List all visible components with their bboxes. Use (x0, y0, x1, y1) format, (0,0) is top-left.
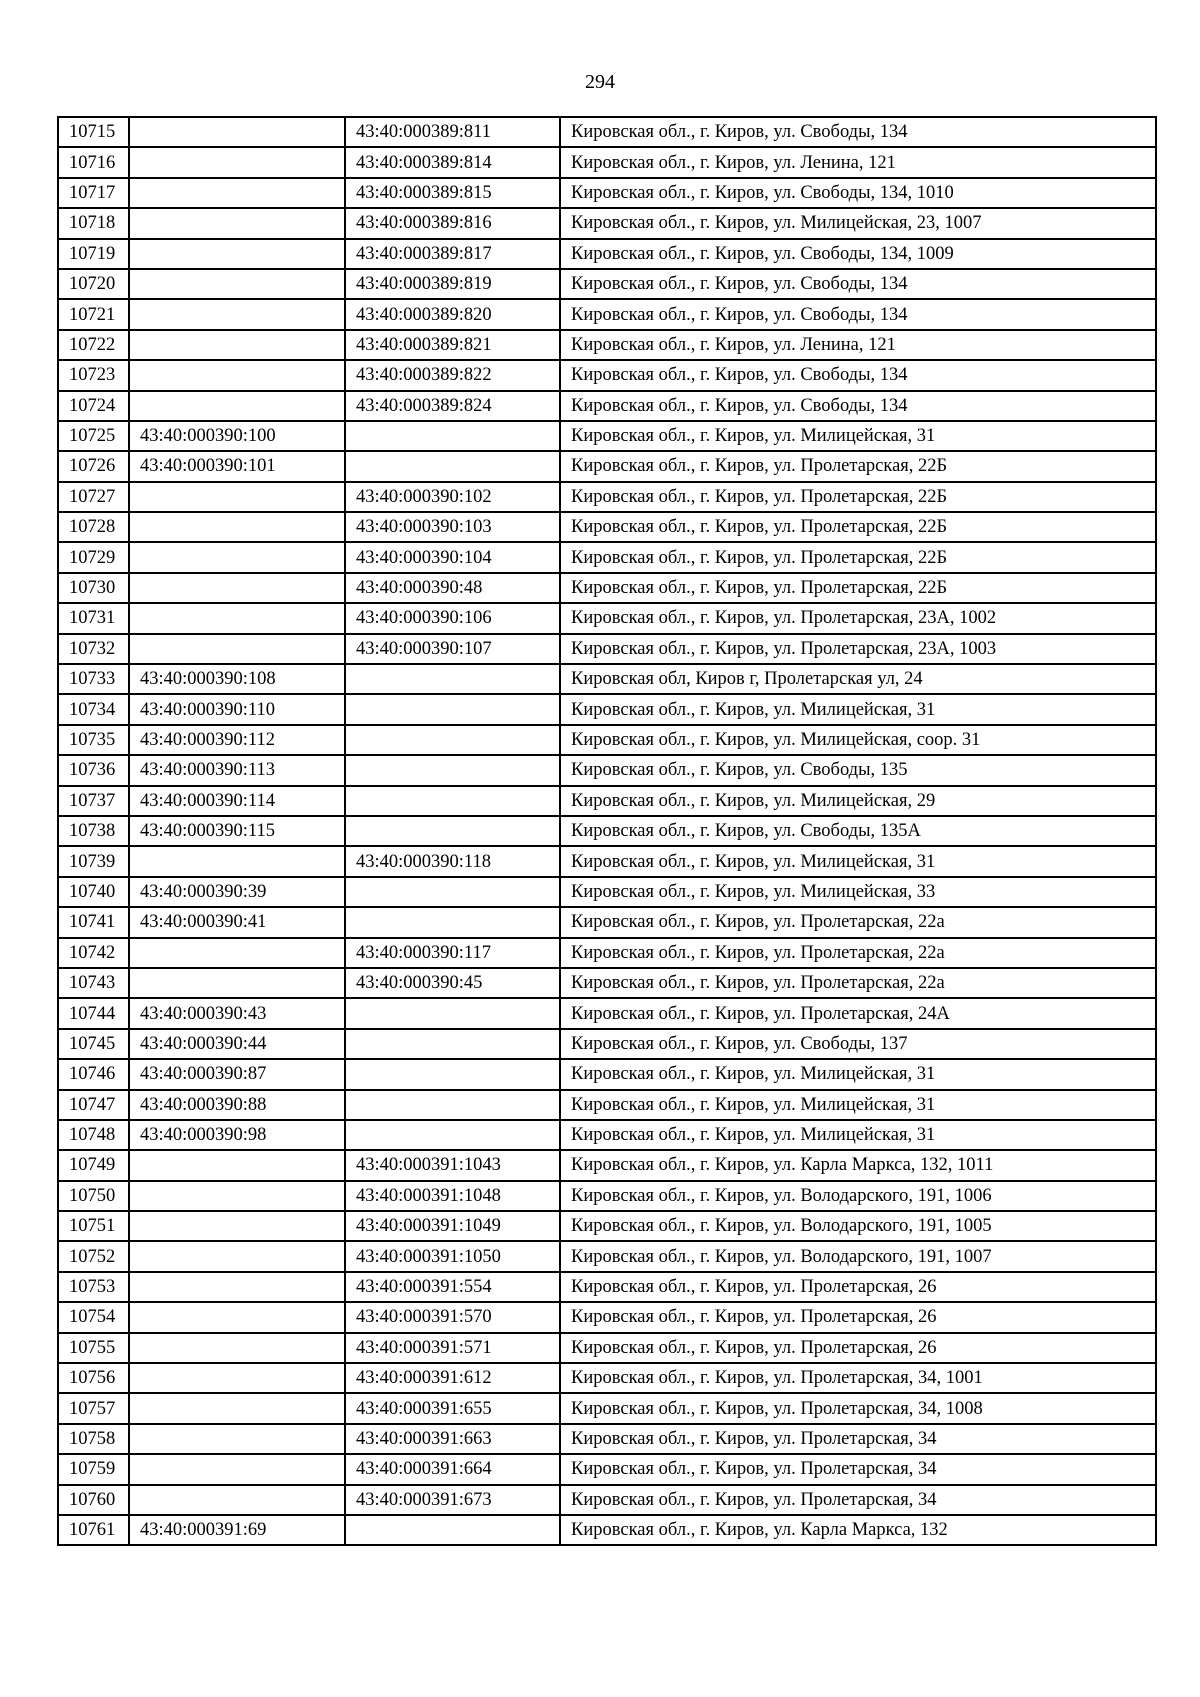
land-cadastral-number-cell: 43:40:000390:112 (129, 725, 345, 755)
row-number-cell: 10742 (58, 938, 129, 968)
address-cell: Кировская обл., г. Киров, ул. Свободы, 134 (560, 391, 1156, 421)
address-cell: Кировская обл., г. Киров, ул. Свободы, 137 (560, 1029, 1156, 1059)
address-cell: Кировская обл., г. Киров, ул. Пролетарская, 34, 1001 (560, 1363, 1156, 1393)
building-cadastral-number-cell (345, 1059, 560, 1089)
row-number-cell: 10754 (58, 1302, 129, 1332)
building-cadastral-number-cell: 43:40:000390:106 (345, 603, 560, 633)
address-cell: Кировская обл., г. Киров, ул. Милицейская, 31 (560, 846, 1156, 876)
building-cadastral-number-cell (345, 998, 560, 1028)
land-cadastral-number-cell (129, 968, 345, 998)
address-cell: Кировская обл., г. Киров, ул. Милицейская, 33 (560, 877, 1156, 907)
table-row (58, 1485, 1156, 1515)
building-cadastral-number-cell: 43:40:000389:816 (345, 208, 560, 238)
land-cadastral-number-cell: 43:40:000390:108 (129, 664, 345, 694)
row-number-cell: 10737 (58, 786, 129, 816)
row-number-cell: 10718 (58, 208, 129, 238)
land-cadastral-number-cell (129, 1363, 345, 1393)
address-cell: Кировская обл., г. Киров, ул. Свободы, 134 (560, 360, 1156, 390)
address-cell: Кировская обл., г. Киров, ул. Милицейская, 31 (560, 1120, 1156, 1150)
row-number-cell: 10751 (58, 1211, 129, 1241)
building-cadastral-number-cell (345, 907, 560, 937)
land-cadastral-number-cell (129, 482, 345, 512)
land-cadastral-number-cell (129, 269, 345, 299)
building-cadastral-number-cell: 43:40:000389:820 (345, 299, 560, 329)
table-row (58, 421, 1156, 451)
land-cadastral-number-cell (129, 391, 345, 421)
address-cell: Кировская обл., г. Киров, ул. Пролетарская, 34, 1008 (560, 1393, 1156, 1423)
address-cell: Кировская обл., г. Киров, ул. Пролетарская, 22а (560, 968, 1156, 998)
building-cadastral-number-cell (345, 725, 560, 755)
land-cadastral-number-cell (129, 1302, 345, 1332)
row-number-cell: 10749 (58, 1150, 129, 1180)
table-row (58, 269, 1156, 299)
address-cell: Кировская обл., г. Киров, ул. Пролетарская, 22Б (560, 573, 1156, 603)
address-cell: Кировская обл., г. Киров, ул. Милицейская, 31 (560, 1059, 1156, 1089)
row-number-cell: 10719 (58, 239, 129, 269)
land-cadastral-number-cell: 43:40:000390:41 (129, 907, 345, 937)
building-cadastral-number-cell: 43:40:000390:45 (345, 968, 560, 998)
table-row (58, 786, 1156, 816)
building-cadastral-number-cell: 43:40:000391:570 (345, 1302, 560, 1332)
row-number-cell: 10755 (58, 1333, 129, 1363)
building-cadastral-number-cell (345, 1120, 560, 1150)
table-row (58, 1424, 1156, 1454)
building-cadastral-number-cell (345, 877, 560, 907)
land-cadastral-number-cell: 43:40:000390:115 (129, 816, 345, 846)
row-number-cell: 10758 (58, 1424, 129, 1454)
table-row (58, 1090, 1156, 1120)
land-cadastral-number-cell: 43:40:000390:39 (129, 877, 345, 907)
building-cadastral-number-cell: 43:40:000391:612 (345, 1363, 560, 1393)
table-row (58, 968, 1156, 998)
page-number: 294 (585, 71, 615, 93)
table-row (58, 1211, 1156, 1241)
building-cadastral-number-cell (345, 755, 560, 785)
row-number-cell: 10739 (58, 846, 129, 876)
table-row (58, 634, 1156, 664)
address-cell: Кировская обл., г. Киров, ул. Свободы, 135А (560, 816, 1156, 846)
land-cadastral-number-cell (129, 178, 345, 208)
land-cadastral-number-cell (129, 330, 345, 360)
row-number-cell: 10761 (58, 1515, 129, 1545)
building-cadastral-number-cell (345, 816, 560, 846)
building-cadastral-number-cell: 43:40:000391:655 (345, 1393, 560, 1423)
row-number-cell: 10733 (58, 664, 129, 694)
row-number-cell: 10722 (58, 330, 129, 360)
building-cadastral-number-cell (345, 694, 560, 724)
row-number-cell: 10750 (58, 1181, 129, 1211)
land-cadastral-number-cell (129, 846, 345, 876)
address-cell: Кировская обл., г. Киров, ул. Пролетарская, 22а (560, 907, 1156, 937)
land-cadastral-number-cell (129, 239, 345, 269)
table-row (58, 117, 1156, 147)
land-cadastral-number-cell: 43:40:000390:100 (129, 421, 345, 451)
land-cadastral-number-cell (129, 1211, 345, 1241)
land-cadastral-number-cell (129, 1454, 345, 1484)
address-cell: Кировская обл., г. Киров, ул. Пролетарская, 26 (560, 1272, 1156, 1302)
address-cell: Кировская обл., г. Киров, ул. Пролетарская, 22Б (560, 482, 1156, 512)
table-row (58, 1272, 1156, 1302)
building-cadastral-number-cell (345, 1515, 560, 1545)
land-cadastral-number-cell: 43:40:000390:44 (129, 1029, 345, 1059)
table-row (58, 573, 1156, 603)
row-number-cell: 10756 (58, 1363, 129, 1393)
table-row (58, 512, 1156, 542)
table-row (58, 391, 1156, 421)
building-cadastral-number-cell: 43:40:000389:817 (345, 239, 560, 269)
table-row (58, 725, 1156, 755)
address-cell: Кировская обл., г. Киров, ул. Свободы, 134, 1009 (560, 239, 1156, 269)
land-cadastral-number-cell (129, 634, 345, 664)
address-cell: Кировская обл., г. Киров, ул. Свободы, 135 (560, 755, 1156, 785)
table-row (58, 1333, 1156, 1363)
row-number-cell: 10732 (58, 634, 129, 664)
address-cell: Кировская обл., г. Киров, ул. Милицейская, 31 (560, 421, 1156, 451)
row-number-cell: 10746 (58, 1059, 129, 1089)
registry-table-body (58, 117, 1156, 1545)
building-cadastral-number-cell: 43:40:000391:1043 (345, 1150, 560, 1180)
address-cell: Кировская обл., г. Киров, ул. Пролетарская, 22а (560, 938, 1156, 968)
address-cell: Кировская обл., г. Киров, ул. Володарского, 191, 1007 (560, 1241, 1156, 1271)
address-cell: Кировская обл., г. Киров, ул. Володарского, 191, 1005 (560, 1211, 1156, 1241)
row-number-cell: 10717 (58, 178, 129, 208)
land-cadastral-number-cell: 43:40:000390:88 (129, 1090, 345, 1120)
land-cadastral-number-cell: 43:40:000390:110 (129, 694, 345, 724)
table-row (58, 603, 1156, 633)
row-number-cell: 10715 (58, 117, 129, 147)
address-cell: Кировская обл., г. Киров, ул. Пролетарская, 22Б (560, 542, 1156, 572)
row-number-cell: 10760 (58, 1485, 129, 1515)
land-cadastral-number-cell (129, 1424, 345, 1454)
table-row (58, 755, 1156, 785)
address-cell: Кировская обл., г. Киров, ул. Пролетарская, 23А, 1003 (560, 634, 1156, 664)
table-row (58, 816, 1156, 846)
address-cell: Кировская обл., г. Киров, ул. Пролетарская, 22Б (560, 451, 1156, 481)
land-cadastral-number-cell (129, 573, 345, 603)
row-number-cell: 10727 (58, 482, 129, 512)
building-cadastral-number-cell: 43:40:000389:822 (345, 360, 560, 390)
building-cadastral-number-cell: 43:40:000391:571 (345, 1333, 560, 1363)
table-row (58, 239, 1156, 269)
building-cadastral-number-cell: 43:40:000391:1048 (345, 1181, 560, 1211)
building-cadastral-number-cell: 43:40:000391:664 (345, 1454, 560, 1484)
address-cell: Кировская обл., г. Киров, ул. Карла Маркса, 132, 1011 (560, 1150, 1156, 1180)
address-cell: Кировская обл., г. Киров, ул. Милицейская, 29 (560, 786, 1156, 816)
row-number-cell: 10730 (58, 573, 129, 603)
table-row (58, 1029, 1156, 1059)
table-row (58, 998, 1156, 1028)
land-cadastral-number-cell (129, 208, 345, 238)
land-cadastral-number-cell: 43:40:000391:69 (129, 1515, 345, 1545)
land-cadastral-number-cell (129, 512, 345, 542)
row-number-cell: 10752 (58, 1241, 129, 1271)
building-cadastral-number-cell: 43:40:000390:118 (345, 846, 560, 876)
table-row (58, 664, 1156, 694)
building-cadastral-number-cell: 43:40:000390:102 (345, 482, 560, 512)
address-cell: Кировская обл., г. Киров, ул. Пролетарская, 34 (560, 1454, 1156, 1484)
address-cell: Кировская обл., г. Киров, ул. Пролетарская, 34 (560, 1485, 1156, 1515)
building-cadastral-number-cell: 43:40:000389:814 (345, 147, 560, 177)
building-cadastral-number-cell: 43:40:000390:107 (345, 634, 560, 664)
row-number-cell: 10735 (58, 725, 129, 755)
land-cadastral-number-cell (129, 1150, 345, 1180)
land-cadastral-number-cell: 43:40:000390:87 (129, 1059, 345, 1089)
address-cell: Кировская обл., г. Киров, ул. Пролетарская, 22Б (560, 512, 1156, 542)
address-cell: Кировская обл., г. Киров, ул. Пролетарская, 23А, 1002 (560, 603, 1156, 633)
table-row (58, 1393, 1156, 1423)
address-cell: Кировская обл, Киров г, Пролетарская ул, 24 (560, 664, 1156, 694)
land-cadastral-number-cell (129, 1485, 345, 1515)
building-cadastral-number-cell: 43:40:000391:554 (345, 1272, 560, 1302)
table-row (58, 1363, 1156, 1393)
address-cell: Кировская обл., г. Киров, ул. Милицейская, 31 (560, 694, 1156, 724)
land-cadastral-number-cell (129, 360, 345, 390)
table-row (58, 299, 1156, 329)
land-cadastral-number-cell (129, 1272, 345, 1302)
table-row (58, 938, 1156, 968)
table-row (58, 482, 1156, 512)
land-cadastral-number-cell (129, 117, 345, 147)
building-cadastral-number-cell (345, 786, 560, 816)
row-number-cell: 10745 (58, 1029, 129, 1059)
land-cadastral-number-cell: 43:40:000390:113 (129, 755, 345, 785)
registry-table (57, 116, 1157, 1546)
building-cadastral-number-cell: 43:40:000389:811 (345, 117, 560, 147)
address-cell: Кировская обл., г. Киров, ул. Милицейская, 31 (560, 1090, 1156, 1120)
address-cell: Кировская обл., г. Киров, ул. Ленина, 121 (560, 147, 1156, 177)
row-number-cell: 10757 (58, 1393, 129, 1423)
land-cadastral-number-cell (129, 1181, 345, 1211)
row-number-cell: 10738 (58, 816, 129, 846)
table-row (58, 178, 1156, 208)
building-cadastral-number-cell: 43:40:000389:815 (345, 178, 560, 208)
building-cadastral-number-cell (345, 664, 560, 694)
building-cadastral-number-cell: 43:40:000389:824 (345, 391, 560, 421)
building-cadastral-number-cell: 43:40:000389:821 (345, 330, 560, 360)
table-row (58, 1515, 1156, 1545)
table-row (58, 360, 1156, 390)
table-row (58, 330, 1156, 360)
row-number-cell: 10725 (58, 421, 129, 451)
land-cadastral-number-cell (129, 938, 345, 968)
land-cadastral-number-cell (129, 1393, 345, 1423)
row-number-cell: 10759 (58, 1454, 129, 1484)
row-number-cell: 10744 (58, 998, 129, 1028)
row-number-cell: 10740 (58, 877, 129, 907)
building-cadastral-number-cell: 43:40:000391:1050 (345, 1241, 560, 1271)
land-cadastral-number-cell: 43:40:000390:43 (129, 998, 345, 1028)
row-number-cell: 10747 (58, 1090, 129, 1120)
building-cadastral-number-cell: 43:40:000390:117 (345, 938, 560, 968)
row-number-cell: 10753 (58, 1272, 129, 1302)
table-row (58, 846, 1156, 876)
row-number-cell: 10723 (58, 360, 129, 390)
building-cadastral-number-cell (345, 451, 560, 481)
table-row (58, 1059, 1156, 1089)
row-number-cell: 10748 (58, 1120, 129, 1150)
building-cadastral-number-cell (345, 1090, 560, 1120)
address-cell: Кировская обл., г. Киров, ул. Свободы, 134 (560, 299, 1156, 329)
row-number-cell: 10734 (58, 694, 129, 724)
table-row (58, 147, 1156, 177)
address-cell: Кировская обл., г. Киров, ул. Пролетарская, 34 (560, 1424, 1156, 1454)
table-row (58, 1454, 1156, 1484)
address-cell: Кировская обл., г. Киров, ул. Милицейская, соор. 31 (560, 725, 1156, 755)
building-cadastral-number-cell: 43:40:000390:48 (345, 573, 560, 603)
table-row (58, 694, 1156, 724)
building-cadastral-number-cell (345, 1029, 560, 1059)
table-row (58, 208, 1156, 238)
address-cell: Кировская обл., г. Киров, ул. Володарского, 191, 1006 (560, 1181, 1156, 1211)
address-cell: Кировская обл., г. Киров, ул. Пролетарская, 26 (560, 1333, 1156, 1363)
table-row (58, 451, 1156, 481)
address-cell: Кировская обл., г. Киров, ул. Свободы, 134, 1010 (560, 178, 1156, 208)
address-cell: Кировская обл., г. Киров, ул. Пролетарская, 24А (560, 998, 1156, 1028)
land-cadastral-number-cell (129, 1241, 345, 1271)
table-row (58, 1241, 1156, 1271)
row-number-cell: 10741 (58, 907, 129, 937)
table-row (58, 907, 1156, 937)
row-number-cell: 10731 (58, 603, 129, 633)
land-cadastral-number-cell (129, 299, 345, 329)
table-row (58, 542, 1156, 572)
land-cadastral-number-cell (129, 147, 345, 177)
land-cadastral-number-cell (129, 1333, 345, 1363)
building-cadastral-number-cell: 43:40:000390:103 (345, 512, 560, 542)
land-cadastral-number-cell (129, 603, 345, 633)
table-row (58, 1150, 1156, 1180)
row-number-cell: 10743 (58, 968, 129, 998)
row-number-cell: 10728 (58, 512, 129, 542)
land-cadastral-number-cell: 43:40:000390:101 (129, 451, 345, 481)
row-number-cell: 10716 (58, 147, 129, 177)
address-cell: Кировская обл., г. Киров, ул. Свободы, 134 (560, 117, 1156, 147)
address-cell: Кировская обл., г. Киров, ул. Пролетарская, 26 (560, 1302, 1156, 1332)
row-number-cell: 10724 (58, 391, 129, 421)
address-cell: Кировская обл., г. Киров, ул. Милицейская, 23, 1007 (560, 208, 1156, 238)
row-number-cell: 10729 (58, 542, 129, 572)
row-number-cell: 10736 (58, 755, 129, 785)
land-cadastral-number-cell: 43:40:000390:98 (129, 1120, 345, 1150)
table-row (58, 877, 1156, 907)
building-cadastral-number-cell (345, 421, 560, 451)
land-cadastral-number-cell: 43:40:000390:114 (129, 786, 345, 816)
address-cell: Кировская обл., г. Киров, ул. Свободы, 134 (560, 269, 1156, 299)
address-cell: Кировская обл., г. Киров, ул. Карла Маркса, 132 (560, 1515, 1156, 1545)
building-cadastral-number-cell: 43:40:000391:1049 (345, 1211, 560, 1241)
row-number-cell: 10721 (58, 299, 129, 329)
table-row (58, 1181, 1156, 1211)
row-number-cell: 10726 (58, 451, 129, 481)
building-cadastral-number-cell: 43:40:000389:819 (345, 269, 560, 299)
land-cadastral-number-cell (129, 542, 345, 572)
building-cadastral-number-cell: 43:40:000391:663 (345, 1424, 560, 1454)
building-cadastral-number-cell: 43:40:000390:104 (345, 542, 560, 572)
address-cell: Кировская обл., г. Киров, ул. Ленина, 121 (560, 330, 1156, 360)
building-cadastral-number-cell: 43:40:000391:673 (345, 1485, 560, 1515)
table-row (58, 1120, 1156, 1150)
table-row (58, 1302, 1156, 1332)
row-number-cell: 10720 (58, 269, 129, 299)
